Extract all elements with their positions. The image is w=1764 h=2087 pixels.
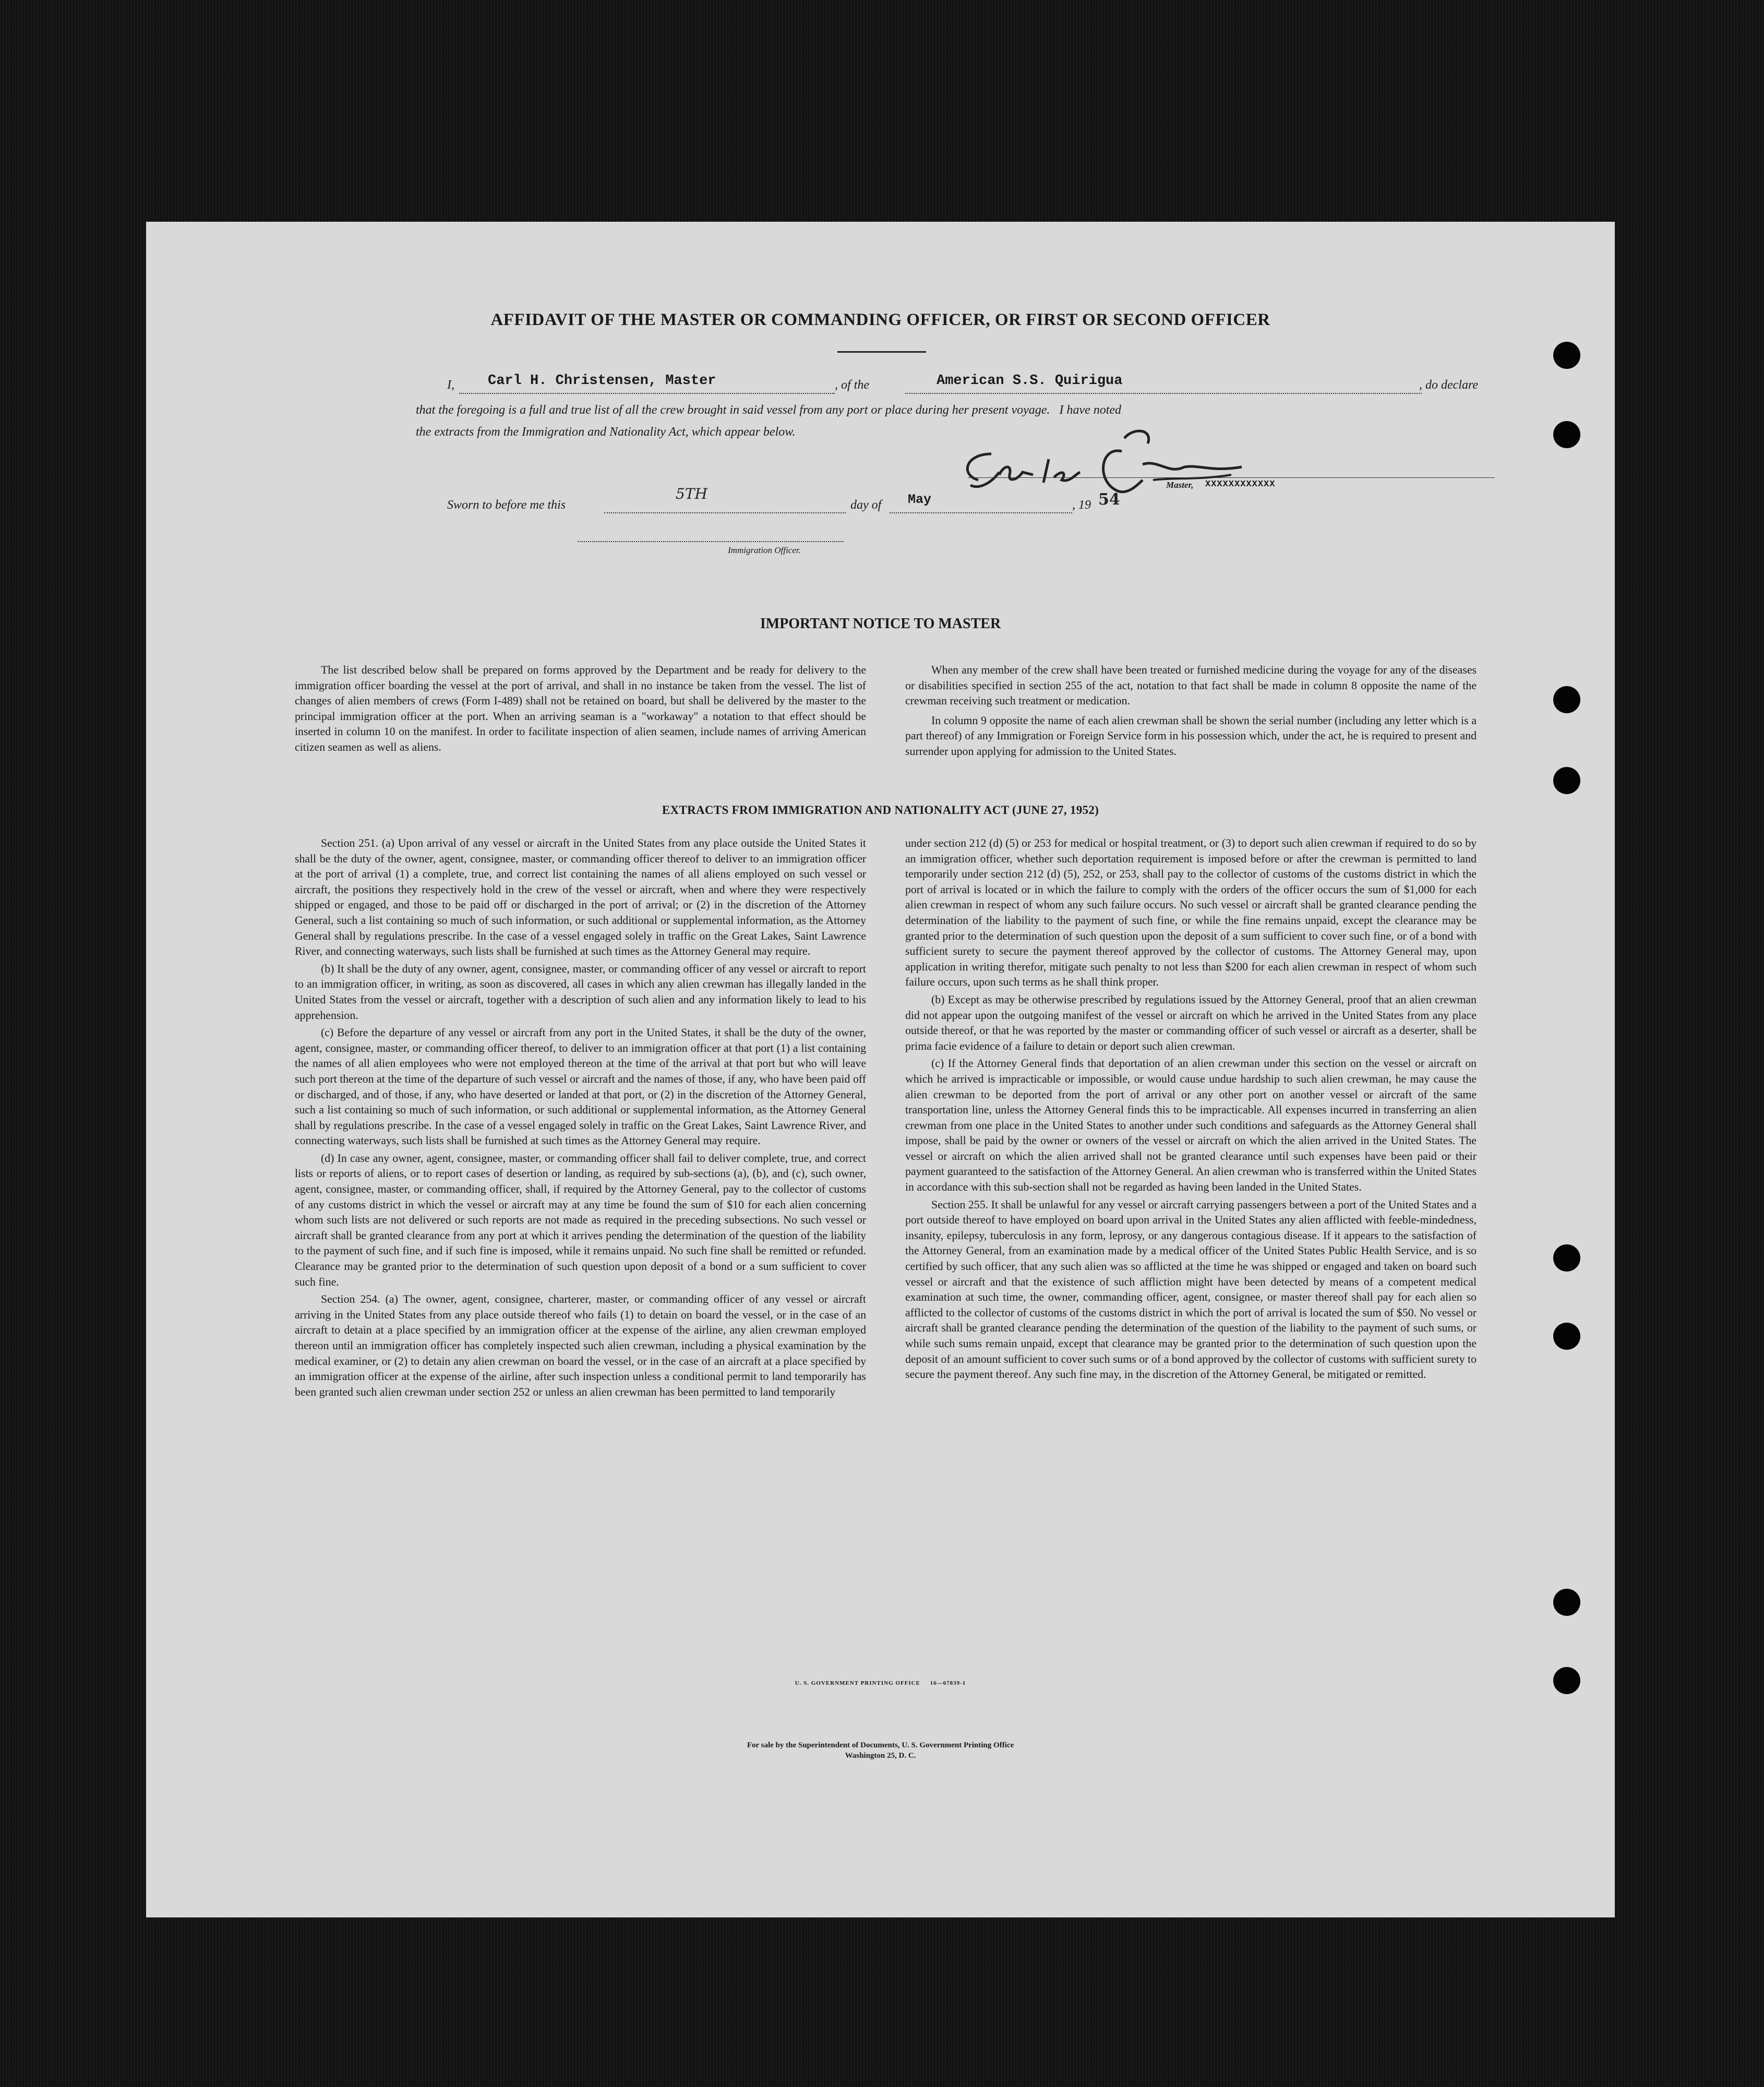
sworn-day: 5TH <box>676 485 707 502</box>
notice-paragraph: When any member of the crew shall have been treated or furnished medicine during the voyage for any of the diseases or disabilities specified in section 255 of the act, notation to that fact shall be made in column 8 opposite the name of the crewman receiving such treatment or medication. <box>905 664 1477 707</box>
sworn-label: Sworn to before me this <box>447 498 566 512</box>
title-divider <box>837 351 926 353</box>
extracts-right-column <box>905 836 1477 1383</box>
binder-hole <box>1553 1323 1580 1350</box>
extract-paragraph: Section 255. It shall be unlawful for any vessel or aircraft carrying passengers between a port of the United States and a port outside thereof to have employed on board upon arrival in the United States any alien afflicted with feeble-mindedness, insanity, epilepsy, tuberculosis in any form, leprosy, or any dangerous contagious disease. If it appears to the satisfaction of the Attorney General, from an examination made by a medical officer of the United States Public Health Service, and is so certified by such officer, that any such alien was so afflicted at the time he was shipped or engaged and taken on board such vessel or aircraft and that the existence of such affliction might have been detected by means of a competent medical examination at such time, the owner, commanding officer, agent, consignee, or master thereof shall pay for each alien so afflicted to the collector of customs of the customs district in which the port of arrival is located the sum of $50. No vessel or aircraft shall be granted clearance pending the determination of the question of the liability to the payment of such sums, or while such sums remain unpaid, except that clearance may be granted prior to the determination of such question upon the deposit of an amount sufficient to cover such sums or of a bond approved by the collector of customs with sufficient surety to secure the payment thereof. Any such fine may, in the discretion of the Attorney General, be mitigated or remitted. <box>905 1198 1477 1381</box>
binder-hole <box>1553 1589 1580 1616</box>
immigration-officer-line <box>578 541 844 542</box>
affidavit-page <box>146 222 1615 1917</box>
extract-paragraph: (b) It shall be the duty of any owner, agent, consignee, master, or commanding officer of any vessel or aircraft to report to an immigration officer, in writing, as soon as discovered, all cases in which any alien crewman has illegally landed in the United States from the vessel or aircraft, together with a description of such alien and any information likely to lead to his apprehension. <box>295 962 866 1022</box>
master-label-struck: XXXXXXXXXXXX <box>1205 479 1276 489</box>
extract-paragraph: (d) In case any owner, agent, consignee, master, or commanding officer shall fail to deliver complete, true, and correct lists or reports of aliens, or to report cases of desertion or landing, as required by sub-sections (a), (b), and (c), such owner, agent, consignee, master, or commanding officer, shall, if required by the Attorney General, pay to the collector of customs of any customs district in which the vessel or aircraft may at any time be found the sum of $10 for each alien concerning whom such lists are not delivered or such reports are not made as required in the preceding subsections. No such vessel or aircraft shall be granted clearance from any port at which it arrives pending the determination of the question of the liability to the payment of such fine, and if such fine is imposed, while it remains unpaid. No such fine shall be remitted or refunded. Clearance may be granted prior to the determination of such question upon deposit of a bond or a sum sufficient to cover such fine. <box>295 1152 866 1288</box>
binder-hole <box>1553 421 1580 448</box>
sworn-day-line <box>604 512 846 513</box>
do-declare-label: , do declare <box>1419 378 1479 392</box>
extracts-title: EXTRACTS FROM IMMIGRATION AND NATIONALITY ACT (JUNE 27, 1952) <box>662 803 1099 817</box>
master-name-line <box>459 393 835 394</box>
notice-paragraph: In column 9 opposite the name of each alien crewman shall be shown the serial number (including any letter which is a part thereof) of any Immigration or Foreign Service form in his possession which, under the act, he is required to present and surrender upon applying for admission to the United States. <box>905 714 1477 758</box>
i-label: I, <box>447 378 454 392</box>
master-label: Master, <box>1166 480 1194 490</box>
signature-line <box>968 477 1495 478</box>
vessel-name: American S.S. Quirigua <box>937 373 1123 389</box>
master-name: Carl H. Christensen, Master <box>488 373 716 389</box>
sworn-month-line <box>890 512 1072 513</box>
extract-paragraph: Section 251. (a) Upon arrival of any vessel or aircraft in the United States from any place outside the United States it shall be the duty of the owner, agent, consignee, master, or commanding officer thereof to deliver to an immigration officer at the port of arrival (1) a complete, true, and correct list containing the names of all aliens employed on such vessel or aircraft, the positions they respectively hold in the crew of the vessel or aircraft, when and where they were respectively shipped or engaged, and those to be paid off or discharged in the port of arrival; or (2) in the discretion of the Attorney General, such a list containing so much of such information, or such additional or supplemental information, as the Attorney General shall by regulations prescribe. In the case of a vessel engaged solely in traffic on the Great Lakes, Saint Lawrence River, and connecting waterways, such lists shall be furnished at such times as the Attorney General may require. <box>295 837 866 958</box>
binder-hole <box>1553 1244 1580 1272</box>
binder-hole <box>1553 767 1580 794</box>
extract-paragraph: Section 254. (a) The owner, agent, consignee, charterer, master, or commanding officer of any vessel or aircraft arriving in the United States from any place outside thereof who fails (1) to detain on board the vessel, or in the case of an aircraft to detain at a place specified by an immigration officer at the expense of the airline, any alien crewman employed thereon until an immigration officer has completely inspected such alien crewman, including a physical examination by the medical examiner, or (2) to detain any alien crewman on board the vessel, or in the case of an aircraft at a place specified by an immigration officer at the expense of the airline, after such inspection unless a conditional permit to land temporarily has been granted such alien crewman under section 252 or unless an alien crewman has been permitted to land temporarily <box>295 1293 866 1398</box>
notice-paragraph: The list described below shall be prepared on forms approved by the Department and be ready for delivery to the immigration officer boarding the vessel at the port of arrival, and shall in no instance be taken from the vessel. The list of changes of alien members of crews (Form I-489) shall not be retained on board, but shall be delivered by the master to the principal immigration officer at the port. When an arriving seaman is a "workaway" a notation to that effect should be inserted in column 10 on the manifest. In order to facilitate inspection of alien seamen, include names of arriving American citizen seamen as well as aliens. <box>295 664 866 753</box>
extracts-left-column <box>295 836 866 1400</box>
immigration-officer-label: Immigration Officer. <box>728 545 801 555</box>
notice-title: IMPORTANT NOTICE TO MASTER <box>760 616 1001 632</box>
extract-paragraph: (c) Before the departure of any vessel or aircraft from any port in the United States, it shall be the duty of the owner, agent, consignee, master, or commanding officer thereof, to deliver to an immigration officer at that port (1) a list containing the names of all alien employees who were not employed thereon at the time of the arrival at that port but who will leave such port thereon at the time of the departure of such vessel or aircraft and the names of those, if any, who have been paid off or discharged, and of those, if any, who have deserted or landed at that port, or (2) in the discretion of the Attorney General, such a list containing so much of such information, or such additional or supplemental information, as the Attorney General shall by regulations prescribe. In the case of a vessel engaged solely in traffic on the Great Lakes, Saint Lawrence River, and connecting waterways, such lists shall be furnished at such times as the Attorney General may require. <box>295 1026 866 1147</box>
of-the-label: , of the <box>835 378 869 392</box>
declaration-line-2: the extracts from the Immigration and Nationality Act, which appear below. <box>416 425 796 439</box>
sale-line-2: Washington 25, D. C. <box>845 1752 916 1760</box>
affidavit-title: AFFIDAVIT OF THE MASTER OR COMMANDING OFFICER, OR FIRST OR SECOND OFFICER <box>490 310 1270 329</box>
year-prefix: , 19 <box>1072 498 1091 512</box>
extract-paragraph: (c) If the Attorney General finds that deportation of an alien crewman under this section on the vessel or aircraft on which he arrived is impracticable or impossible, or would cause undue hardship to such alien crewman, he may cause the alien crewman to be deported from the port of arrival or any other port on another vessel or aircraft of the same transportation line, unless the Attorney General finds this to be impracticable. All expenses incurred in transferring an alien crewman from one place in the United States to another under such conditions and safeguards as the Attorney General shall impose, shall be paid by the owner or owners of the vessel or aircraft on which the alien arrived in the United States. The vessel or aircraft on which the alien arrived shall not be granted clearance until such expenses have been paid or their payment guaranteed to the satisfaction of the Attorney General. An alien crewman who is transferred within the United States in accordance with this sub-section shall not be regarded as having been landed in the United States. <box>905 1057 1477 1194</box>
day-of-label: day of <box>850 498 882 512</box>
printer-imprint: U. S. GOVERNMENT PRINTING OFFICE 16—67839-1 <box>795 1680 966 1686</box>
extract-paragraph: (b) Except as may be otherwise prescribed by regulations issued by the Attorney General, proof that an alien crewman did not appear upon the outgoing manifest of the vessel or aircraft on which he arrived in the United States from any place outside thereof, or that he was reported by the master or commanding officer of such vessel or aircraft as a deserter, shall be prima facie evidence of a failure to detain or deport such alien crewman. <box>905 993 1477 1052</box>
notice-left-column <box>295 663 866 755</box>
extract-paragraph: under section 212 (d) (5) or 253 for medical or hospital treatment, or (3) to deport such alien crewman if required to do so by an immigration officer, whether such deportation requirement is imposed before or after the crewman is permitted to land temporarily under section 212 (d) (5), 252, or 253, shall pay to the collector of customs of the customs district in which the port of arrival is located or in which the failure to comply with the orders of the officer occurs the sum of $1,000 for each alien crewman in respect of whom any such failure occurs. No such vessel or aircraft shall be granted clearance pending the determination of the liability to the payment of such fine, or while the fine remains unpaid, except the clearance may be granted prior to the determination of such question upon the deposit of a sum sufficient to cover such fine, or of a bond with sufficient surety to secure the payment thereof approved by the collector of customs. The Attorney General may, upon application in writing therefor, mitigate such penalty to not less than $200 for each alien crewman in respect of whom such failure occurs, upon such terms as he shall think proper. <box>905 837 1477 989</box>
binder-hole <box>1553 342 1580 369</box>
binder-hole <box>1553 686 1580 713</box>
signature-text <box>981 446 985 447</box>
sale-notice <box>146 1740 1615 1761</box>
sworn-month: May <box>908 492 932 507</box>
vessel-name-line <box>905 393 1422 394</box>
sworn-year: 54 <box>1098 490 1120 509</box>
declaration-line-1: that the foregoing is a full and true list of all the crew brought in said vessel from any port or place during her present voyage. I have noted <box>416 403 1122 417</box>
notice-right-column <box>905 663 1477 760</box>
sale-line-1: For sale by the Superintendent of Documents, U. S. Government Printing Office <box>747 1741 1014 1749</box>
